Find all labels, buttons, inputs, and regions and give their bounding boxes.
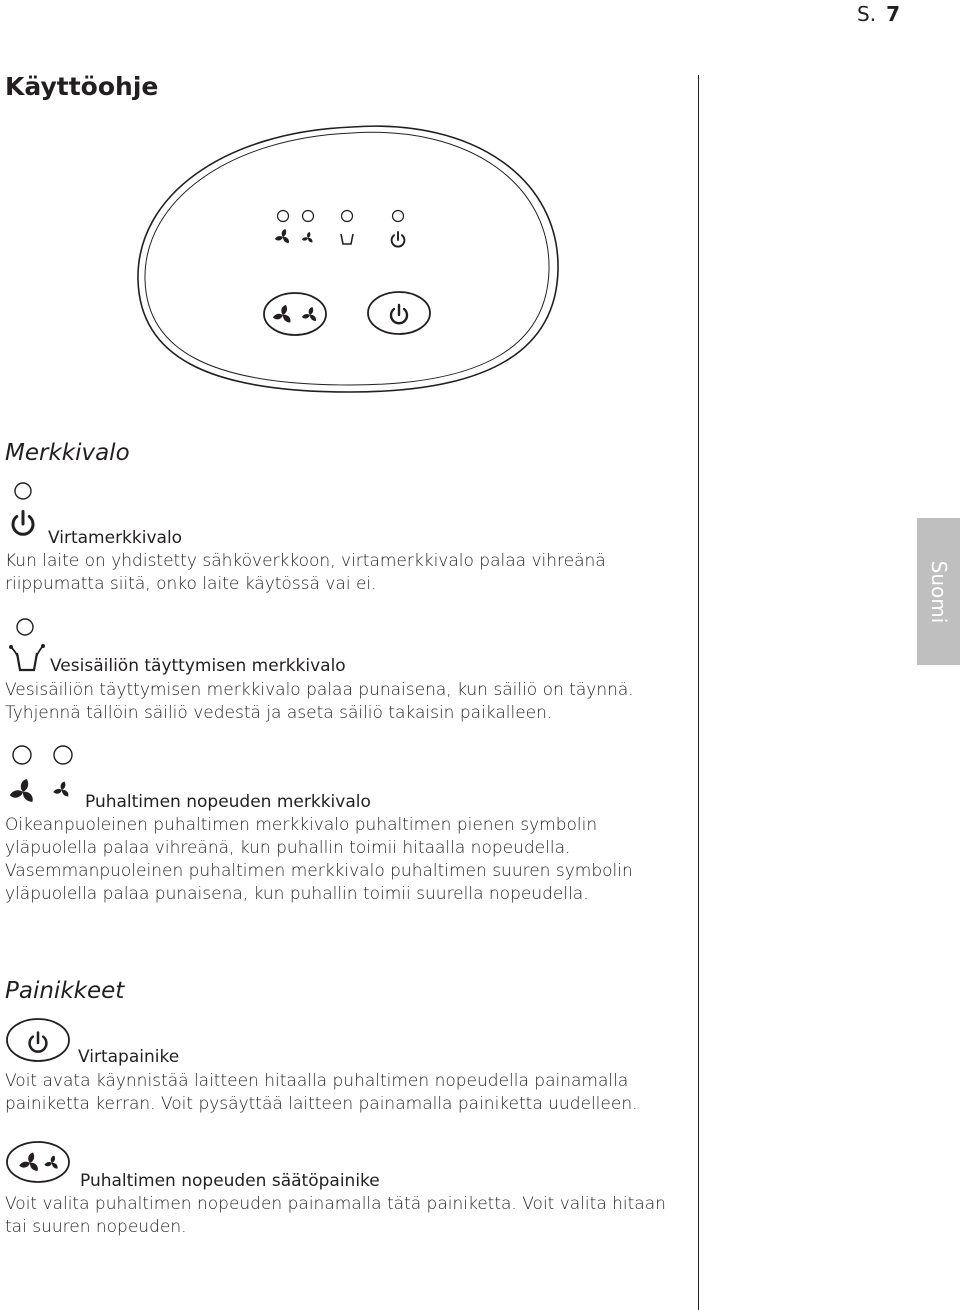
power-icon bbox=[392, 232, 405, 247]
item-text: Vesisäiliön täyttymisen merkkivalo palaa punaisena, kun säiliö on täynnä. Tyhjennä tällöin säiliö vedestä ja aseta säiliö takaisin paikalleen. bbox=[5, 680, 634, 723]
fan-small-icon bbox=[302, 232, 314, 243]
item-title: Vesisäiliön täyttymisen merkkivalo bbox=[50, 656, 346, 676]
water-tank-icon bbox=[341, 234, 353, 244]
item-title: Virtapainike bbox=[78, 1047, 180, 1067]
item-text: Voit avata käynnistää laitteen hitaalla puhaltimen nopeudella painamalla painiketta kerran. Voit pysäyttää laitteen painamalla painiketta uudelleen. bbox=[5, 1071, 638, 1114]
language-tab: Suomi bbox=[917, 518, 960, 665]
section-heading-merkkivalo: Merkkivalo bbox=[5, 440, 130, 466]
indicator-light-icon bbox=[15, 617, 39, 637]
page-number: S. 7 bbox=[857, 2, 900, 26]
fan-large-icon bbox=[274, 229, 290, 244]
item-title: Virtamerkkivalo bbox=[48, 528, 183, 548]
page-title: Käyttöohje bbox=[5, 72, 159, 101]
fan-button-icon bbox=[4, 1140, 74, 1186]
item-text: Voit valita puhaltimen nopeuden painamalla tätä painiketta. Voit valita hitaan tai suuren nopeuden. bbox=[5, 1194, 666, 1237]
indicator-light-icon bbox=[12, 482, 36, 500]
item-title: Puhaltimen nopeuden merkkivalo bbox=[85, 792, 371, 812]
indicator-light-icon bbox=[278, 211, 404, 222]
item-text: Oikeanpuoleinen puhaltimen merkkivalo puhaltimen pienen symbolin yläpuolella palaa vihreänä, kun puhallin toimii hitaalla nopeudella. Vasemmanpuoleinen puhaltimen merkkivalo puhaltimen suuren symbolin yläpuolella palaa punaisena, kun puhallin toimii suurella nopeudella. bbox=[5, 815, 633, 904]
power-icon bbox=[10, 508, 40, 538]
fan-button[interactable] bbox=[264, 293, 326, 335]
fan-speed-icons bbox=[6, 776, 76, 808]
power-button-icon bbox=[4, 1016, 74, 1066]
control-panel-diagram bbox=[0, 0, 960, 420]
item-text: Kun laite on yhdistetty sähköverkkoon, virtamerkkivalo palaa vihreänä riippumatta siitä, onko laite käytössä vai ei. bbox=[5, 551, 606, 594]
item-title: Puhaltimen nopeuden säätöpainike bbox=[80, 1171, 380, 1191]
water-tank-icon bbox=[8, 644, 44, 674]
section-heading-painikkeet: Painikkeet bbox=[5, 978, 125, 1004]
indicator-light-icon bbox=[10, 744, 76, 766]
